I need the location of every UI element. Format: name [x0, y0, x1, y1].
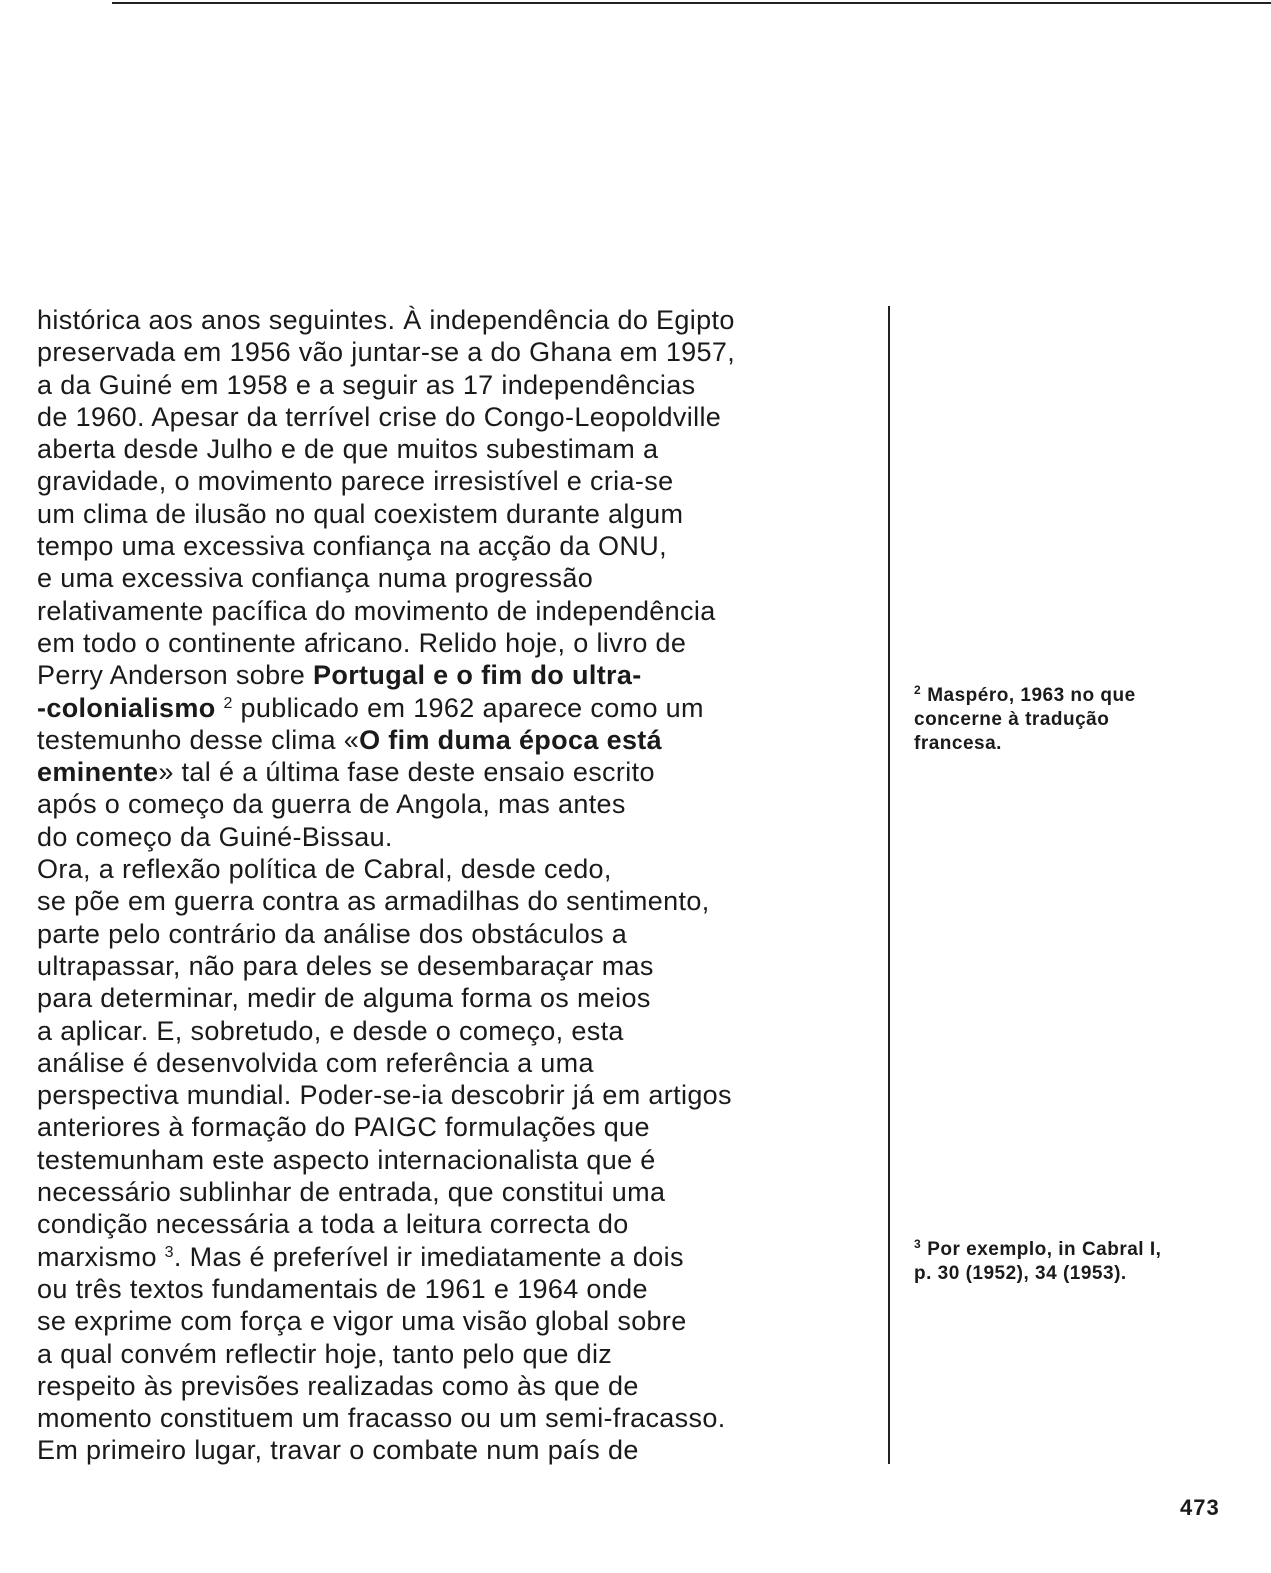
text-line: necessário sublinhar de entrada, que constitui uma [37, 1177, 666, 1208]
page-number: 473 [1180, 1495, 1220, 1520]
book-title-bold: -colonialismo [37, 692, 216, 723]
text-line: um clima de ilusão no qual coexistem durante algum [37, 498, 684, 529]
text-line: em todo o continente africano. Relido hoje, o livro de [37, 627, 687, 658]
footnote-ref-2: 2 [223, 694, 233, 712]
footnote-line: p. 30 (1952), 34 (1953). [914, 1263, 1127, 1284]
text-line: do começo da Guiné-Bissau. [37, 821, 393, 852]
text-line: aberta desde Julho e de que muitos subestimam a [37, 434, 659, 465]
text-line [37, 724, 885, 756]
text-line: para determinar, medir de alguma forma os meios [37, 983, 651, 1014]
text-line: tempo uma excessiva confiança na acção da ONU, [37, 531, 667, 562]
text-line: após o começo da guerra de Angola, mas antes [37, 789, 626, 820]
text-segment: marxismo [37, 1241, 157, 1272]
text-line: relativamente pacífica do movimento de independência [37, 595, 716, 626]
text-line: a qual convém reflectir hoje, tanto pelo que diz [37, 1338, 613, 1369]
column-divider [888, 306, 890, 1464]
text-segment: . Mas é preferível ir imediatamente a dois [173, 1241, 684, 1272]
text-line: parte pelo contrário da análise dos obstáculos a [37, 918, 628, 949]
footnote-text: Por exemplo, in Cabral I, [927, 1239, 1162, 1260]
footnote-marker: 2 [914, 683, 922, 697]
text-line: Em primeiro lugar, travar o combate num país de [37, 1435, 639, 1466]
text-segment: testemunho desse clima « [37, 724, 360, 755]
text-line: Ora, a reflexão política de Cabral, desde cedo, [37, 854, 612, 885]
text-line: gravidade, o movimento parece irresistível e cria-se [37, 466, 674, 497]
footnote-2 [914, 684, 1254, 756]
text-line: ultrapassar, não para deles se desembaraçar mas [37, 950, 654, 981]
footnote-text: Maspéro, 1963 no que [927, 685, 1136, 706]
text-segment: » tal é a última fase deste ensaio escrito [158, 757, 655, 788]
text-line: respeito às previsões realizadas como às que de [37, 1370, 639, 1401]
text-segment: publicado em 1962 aparece como um [232, 692, 704, 723]
text-line [37, 756, 885, 788]
text-line: a aplicar. E, sobretudo, e desde o começo, esta [37, 1015, 624, 1046]
text-line: análise é desenvolvida com referência a uma [37, 1047, 594, 1078]
top-rule [112, 2, 1271, 4]
text-segment: Perry Anderson sobre [37, 660, 313, 691]
text-line: testemunham este aspecto internacionalista que é [37, 1144, 656, 1175]
footnote-line [914, 684, 1254, 708]
footnote-line: concerne à tradução [914, 709, 1110, 730]
footnote-3 [914, 1238, 1254, 1286]
footnote-line [914, 1238, 1254, 1262]
book-title-bold: Portugal e o fim do ultra- [313, 660, 642, 691]
footnote-ref-3: 3 [164, 1243, 174, 1261]
footnote-marker: 3 [914, 1237, 922, 1251]
main-text-column [37, 304, 885, 1467]
text-line: perspectiva mundial. Poder-se-ia descobrir já em artigos [37, 1080, 732, 1111]
quote-bold: O fim duma época está [359, 724, 663, 755]
text-line: se exprime com força e vigor uma visão global sobre [37, 1306, 687, 1337]
text-line: a da Guiné em 1958 e a seguir as 17 independências [37, 369, 696, 400]
text-line: momento constituem um fracasso ou um semi-fracasso. [37, 1403, 726, 1434]
text-line: ou três textos fundamentais de 1961 e 1964 onde [37, 1273, 648, 1304]
text-line [37, 692, 885, 724]
text-line: histórica aos anos seguintes. À independência do Egipto [37, 305, 735, 335]
text-line: anteriores à formação do PAIGC formulações que [37, 1112, 650, 1143]
footnote-line: francesa. [914, 733, 1002, 754]
text-line: se põe em guerra contra as armadilhas do sentimento, [37, 886, 710, 917]
text-line: e uma excessiva confiança numa progressão [37, 563, 594, 594]
text-line [37, 659, 885, 691]
text-line: preservada em 1956 vão juntar-se a do Ghana em 1957, [37, 337, 736, 368]
text-line: condição necessária a toda a leitura correcta do [37, 1209, 629, 1240]
text-line [37, 1241, 885, 1273]
text-line: de 1960. Apesar da terrível crise do Congo-Leopoldville [37, 401, 722, 432]
quote-bold: eminente [37, 757, 159, 788]
